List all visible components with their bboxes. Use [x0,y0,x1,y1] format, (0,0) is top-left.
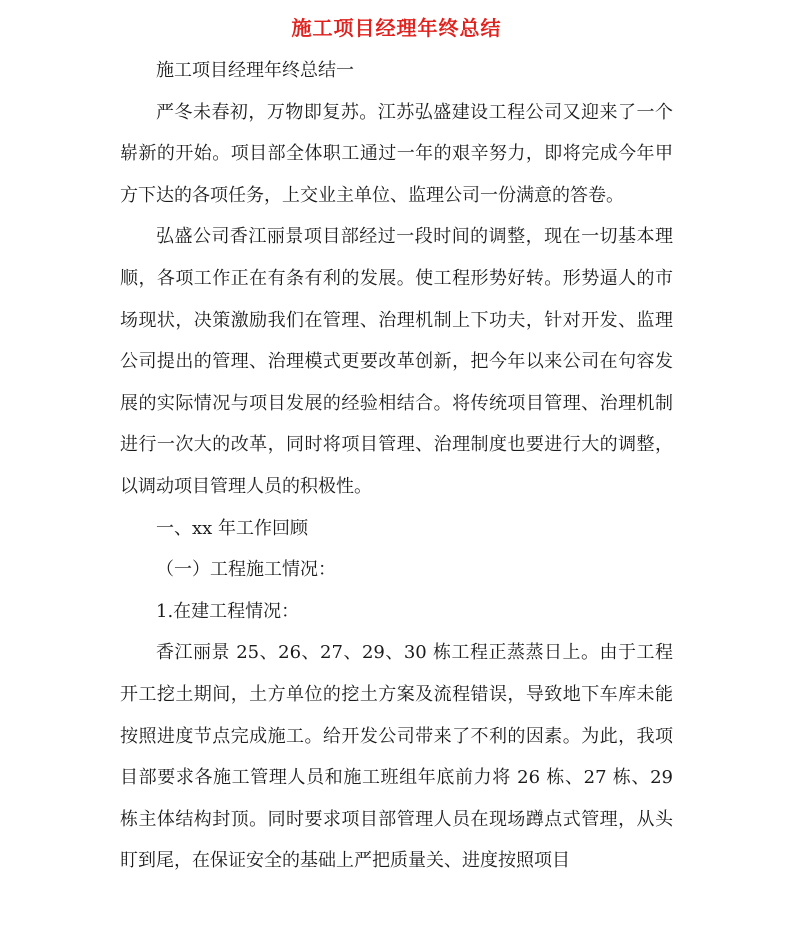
document-title: 施工项目经理年终总结 [291,16,502,40]
paragraph-1: 严冬未春初，万物即复苏。江苏弘盛建设工程公司又迎来了一个崭新的开始。项目部全体职工通过一年的艰辛努力，即将完成今年甲方下达的各项任务，上交业主单位、监理公司一份满意的答卷。 [120,101,673,206]
section-heading-1: 一、xx 年工作回顾 [156,517,309,539]
paragraph-2: 弘盛公司香江丽景项目部经过一段时间的调整，现在一切基本理顺，各项工作正在有条有利的发展。使工程形势好转。形势逼人的市场现状，决策激励我们在管理、治理机制上下功夫，针对开发、监理公司提出的管理、治理模式更要改革创新，把今年以来公司在句容发展的实际情况与项目发展的经验相结合。将传统项目管理、治理机制进行一次大的改革，同时将项目管理、治理制度也要进行大的调整，以调动项目管理人员的积极性。 [120,226,673,497]
section-heading-3: 1.在建工程情况： [156,600,300,622]
paragraph-3: 香江丽景 25、26、27、29、30 栋工程正蒸蒸日上。由于工程开工挖土期间，土方单位的挖土方案及流程错误，导致地下车库未能按照进度节点完成施工。给开发公司带来了不利的因素。为此，我项目部要求各施工管理人员和施工班组年底前力将 26 栋、27 栋、29 栋主体结构封顶。同时要求项目部管理人员在现场蹲点式管理，从头盯到尾，在保证安全的基础上严把质量关、进度按照项目 [120,642,673,872]
document-subtitle: 施工项目经理年终总结一 [156,60,354,81]
section-heading-2: （一）工程施工情况： [156,559,336,581]
